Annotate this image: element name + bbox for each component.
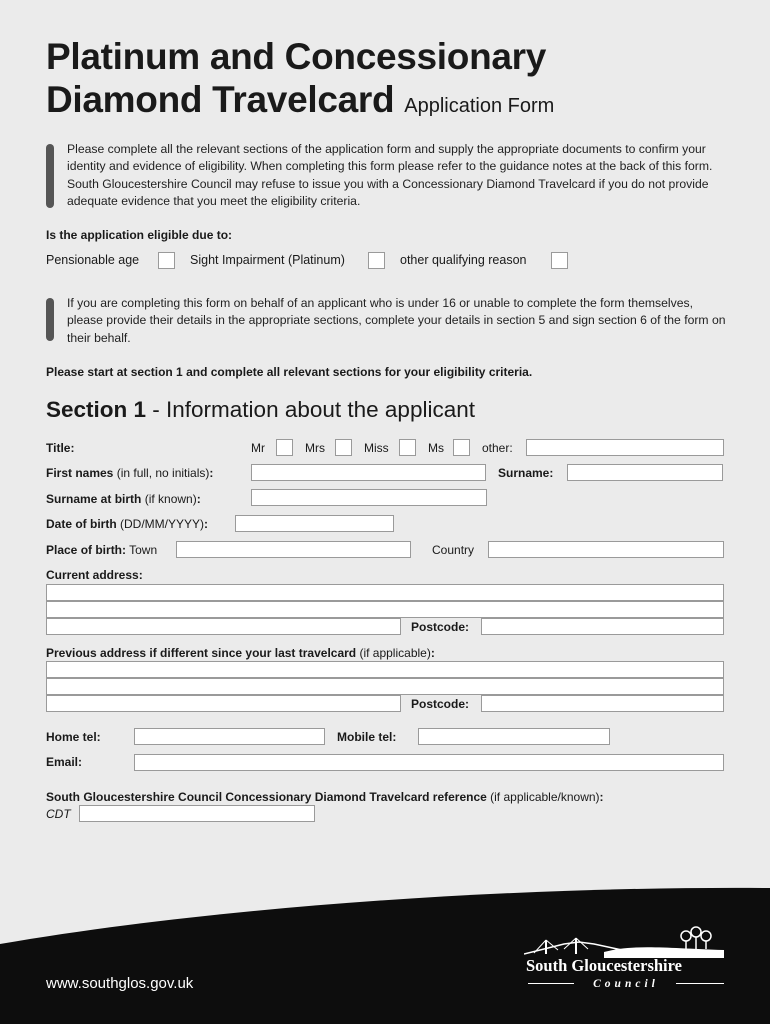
start-instruction: Please start at section 1 and complete all relevant sections for your eligibility criteria.	[46, 365, 533, 379]
eligibility-label-pensionable: Pensionable age	[46, 253, 140, 267]
council-logo-text	[526, 957, 726, 990]
title-checkbox-ms[interactable]	[453, 439, 470, 456]
email-input[interactable]	[134, 754, 724, 771]
council-name: South Gloucestershire	[526, 956, 682, 975]
eligibility-label-other: other qualifying reason	[400, 253, 527, 267]
place-of-birth-main: Place of birth:	[46, 543, 127, 557]
title-other-input[interactable]	[526, 439, 724, 456]
reference-main: South Gloucestershire Council Concessionary Diamond Travelcard reference	[46, 790, 487, 804]
dob-colon: :	[204, 517, 209, 531]
mobile-tel-input[interactable]	[418, 728, 610, 745]
birth-country-label: Country	[432, 543, 475, 557]
dob-input[interactable]	[235, 515, 394, 532]
surname-at-birth-hint: (if known)	[141, 492, 197, 506]
page-title-line2	[46, 80, 554, 126]
title-other-label: other:	[482, 441, 513, 455]
page-title-main: Diamond Travelcard	[46, 79, 395, 120]
previous-address-colon: :	[430, 646, 435, 660]
previous-address-line2[interactable]	[46, 678, 724, 695]
title-option-mrs-label: Mrs	[305, 441, 325, 455]
eligibility-checkbox-other[interactable]	[551, 252, 568, 269]
mobile-tel-label: Mobile tel:	[337, 730, 397, 744]
birth-country-input[interactable]	[488, 541, 724, 558]
page-title-line1: Platinum and Concessionary	[46, 36, 547, 77]
current-address-line1[interactable]	[46, 584, 724, 601]
previous-address-label	[46, 646, 435, 660]
surname-at-birth-label	[46, 492, 201, 506]
title-checkbox-mrs[interactable]	[335, 439, 352, 456]
surname-at-birth-colon: :	[196, 492, 201, 506]
title-checkbox-miss[interactable]	[399, 439, 416, 456]
current-address-line3[interactable]	[46, 618, 401, 635]
first-names-input[interactable]	[251, 464, 486, 481]
eligibility-question: Is the application eligible due to:	[46, 228, 233, 242]
section1-number: Section 1	[46, 397, 147, 422]
page-subtitle: Application Form	[404, 95, 555, 117]
place-of-birth-town-label: Town	[126, 543, 158, 557]
council-subtitle: Council	[593, 978, 659, 990]
previous-address-line1[interactable]	[46, 661, 724, 678]
behalf-accent-bar	[46, 298, 54, 341]
council-logo-icon	[524, 922, 724, 958]
surname-label: Surname:	[498, 466, 554, 480]
previous-postcode-input[interactable]	[481, 695, 724, 712]
reference-label	[46, 790, 604, 804]
title-option-ms-label: Ms	[428, 441, 444, 455]
previous-address-main: Previous address if different since your last travelcard	[46, 646, 357, 660]
title-label: Title:	[46, 441, 75, 455]
email-label: Email:	[46, 755, 83, 769]
council-rule-left	[528, 983, 574, 984]
surname-input[interactable]	[567, 464, 723, 481]
home-tel-input[interactable]	[134, 728, 325, 745]
place-of-birth-label	[46, 543, 157, 557]
first-names-colon: :	[209, 466, 214, 480]
current-postcode-label: Postcode:	[411, 620, 470, 634]
eligibility-label-sight: Sight Impairment (Platinum)	[190, 253, 345, 267]
surname-at-birth-main: Surname at birth	[46, 492, 142, 506]
first-names-hint: (in full, no initials)	[113, 466, 210, 480]
cdt-reference-input[interactable]	[79, 805, 315, 822]
first-names-label	[46, 466, 213, 480]
current-address-line2[interactable]	[46, 601, 724, 618]
current-postcode-input[interactable]	[481, 618, 724, 635]
reference-hint: (if applicable/known)	[486, 790, 600, 804]
home-tel-label: Home tel:	[46, 730, 101, 744]
dob-main: Date of birth	[46, 517, 117, 531]
birth-town-input[interactable]	[176, 541, 411, 558]
behalf-paragraph: If you are completing this form on behalf of an applicant who is under 16 or unable to complete the form themselves, please provide their details in the appropriate sections, complete your details in section 5 and sign section 6 of the form on their behalf.	[67, 296, 726, 345]
section1-heading	[46, 396, 475, 424]
eligibility-checkbox-sight[interactable]	[368, 252, 385, 269]
dob-hint: (DD/MM/YYYY)	[116, 517, 205, 531]
intro-accent-bar	[46, 144, 54, 208]
current-address-label: Current address:	[46, 568, 143, 582]
intro-paragraph: Please complete all the relevant sections of the application form and supply the appropriate documents to confirm your identity and evidence of eligibility. When completing this form please refer to the guidance notes at the back of this form. South Gloucestershire Council may refuse to issue you with a Concessionary Diamond Travelcard if you do not provide adequate evidence that you meet the eligibility criteria.	[67, 142, 713, 208]
dob-label	[46, 517, 208, 531]
section1-title: - Information about the applicant	[146, 397, 475, 422]
footer-website-link[interactable]: www.southglos.gov.uk	[46, 975, 194, 992]
previous-postcode-label: Postcode:	[411, 697, 470, 711]
reference-colon: :	[599, 790, 604, 804]
cdt-prefix: CDT	[46, 807, 71, 821]
title-option-miss-label: Miss	[364, 441, 389, 455]
eligibility-checkbox-pensionable[interactable]	[158, 252, 175, 269]
previous-address-hint: (if applicable)	[356, 646, 431, 660]
previous-address-line3[interactable]	[46, 695, 401, 712]
title-option-mr-label: Mr	[251, 441, 265, 455]
title-checkbox-mr[interactable]	[276, 439, 293, 456]
first-names-label-main: First names	[46, 466, 114, 480]
surname-at-birth-input[interactable]	[251, 489, 487, 506]
council-rule-right	[676, 983, 724, 984]
